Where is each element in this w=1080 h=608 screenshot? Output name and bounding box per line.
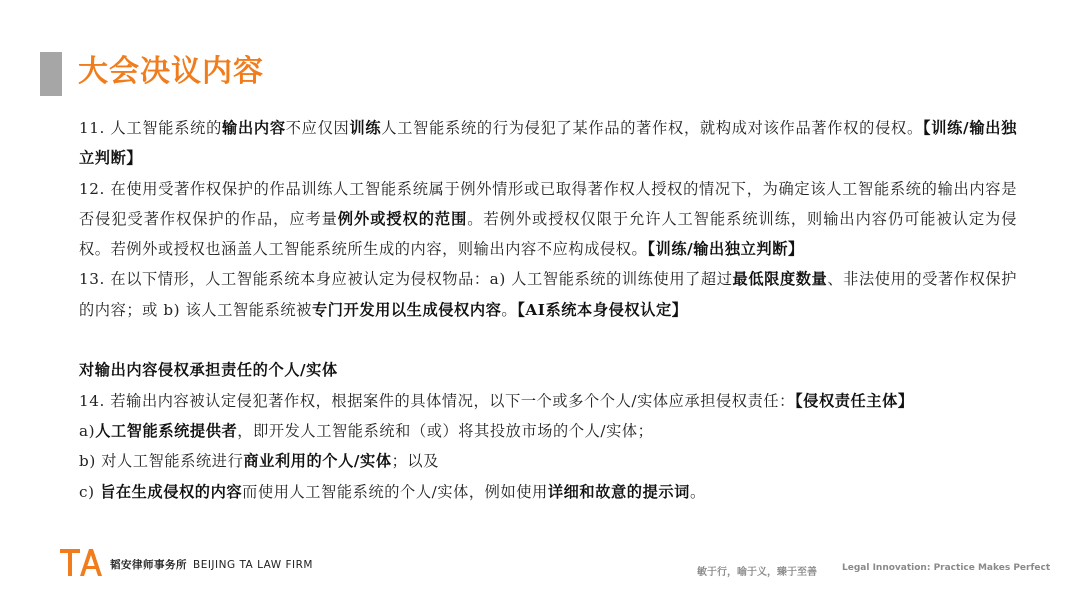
emphasized-text: 【训练/输出独立判断】 <box>647 240 804 259</box>
page-title: 大会决议内容 <box>78 54 264 89</box>
firm-name-en: BEIJING TA LAW FIRM <box>193 559 313 571</box>
resolution-content <box>79 113 1017 507</box>
paragraph-text: ，即开发人工智能系统和（或）将其投放市场的个人/实体； <box>237 421 654 440</box>
emphasized-text: 例外或授权的范围 <box>337 209 468 228</box>
emphasized-text: 【AI系统本身侵权认定】 <box>517 300 688 319</box>
firm-name-cn: 韬安律师事务所 <box>110 559 187 571</box>
resolution-paragraph <box>79 477 1017 507</box>
emphasized-text: 输出内容 <box>222 119 286 137</box>
paragraph-text: 。若例外或授权仅限于允许人工智能系统训练，则输出内容仍可能被认定为侵权。若例外或授权也涵盖人工智能系统所生成的内容，则输出内容不应构成侵权。 <box>79 209 1017 259</box>
resolution-paragraph <box>79 386 1017 416</box>
emphasized-text: 【侵权责任主体】 <box>794 391 914 410</box>
emphasized-text: 商业利用的个人/实体 <box>243 452 392 471</box>
paragraph-text: 13. 在以下情形，人工智能系统本身应被认定为侵权物品：a) 人工智能系统的训练使用了超过 <box>79 270 733 289</box>
resolution-paragraph <box>79 264 1017 325</box>
emphasized-text: 【训练/输出独立判断】 <box>79 119 1017 168</box>
paragraph-text: a) <box>79 421 96 440</box>
resolution-paragraph <box>79 446 1017 476</box>
emphasized-text: 对输出内容侵权承担责任的个人/实体 <box>79 361 338 380</box>
emphasized-text: 训练 <box>349 119 382 137</box>
firm-motto-cn: 敏于行，喻于义，臻于至善 <box>697 567 817 578</box>
emphasized-text: 最低限度数量 <box>732 270 828 289</box>
paragraph-text: ；以及 <box>391 452 439 471</box>
paragraph-spacer <box>79 325 1017 355</box>
paragraph-text: 12. 在使用受著作权保护的作品训练人工智能系统属于例外情形或已取得著作权人授权的情况下，为确定该人工智能系统的输出内容是否侵犯受著作权保护的作品，应考量 <box>79 179 1017 228</box>
resolution-paragraph <box>79 355 1017 385</box>
paragraph-text: 人工智能系统的行为侵犯了某作品的著作权，就构成对该作品著作权的侵权。 <box>381 119 923 137</box>
paragraph-text: 。 <box>501 300 518 319</box>
paragraph-text: 。 <box>689 482 706 501</box>
paragraph-text: 而使用人工智能系统的个人/实体，例如使用 <box>242 482 548 501</box>
paragraph-text: 11. 人工智能系统的 <box>79 119 223 137</box>
emphasized-text: 详细和故意的提示词 <box>547 482 690 501</box>
title-accent-bar <box>40 52 62 96</box>
resolution-paragraph <box>79 113 1017 174</box>
emphasized-text: 专门开发用以生成侵权内容 <box>311 300 502 319</box>
resolution-paragraph <box>79 416 1017 446</box>
paragraph-text: c) <box>79 482 101 501</box>
resolution-paragraph <box>79 174 1017 265</box>
firm-name <box>110 557 313 572</box>
paragraph-text: 、非法使用的受著作权保护的内容；或 b) 该人工智能系统被 <box>79 270 1017 319</box>
emphasized-text: 旨在生成侵权的内容 <box>100 482 243 501</box>
paragraph-text: 不应仅因 <box>285 119 350 137</box>
firm-motto-en: Legal Innovation: Practice Makes Perfect <box>842 563 1051 573</box>
paragraph-text: b) 对人工智能系统进行 <box>79 452 244 471</box>
paragraph-text: 14. 若输出内容被认定侵犯著作权，根据案件的具体情况，以下一个或多个个人/实体应承担侵权责任： <box>79 391 795 410</box>
emphasized-text: 人工智能系统提供者 <box>95 421 238 440</box>
firm-logo <box>58 546 104 578</box>
